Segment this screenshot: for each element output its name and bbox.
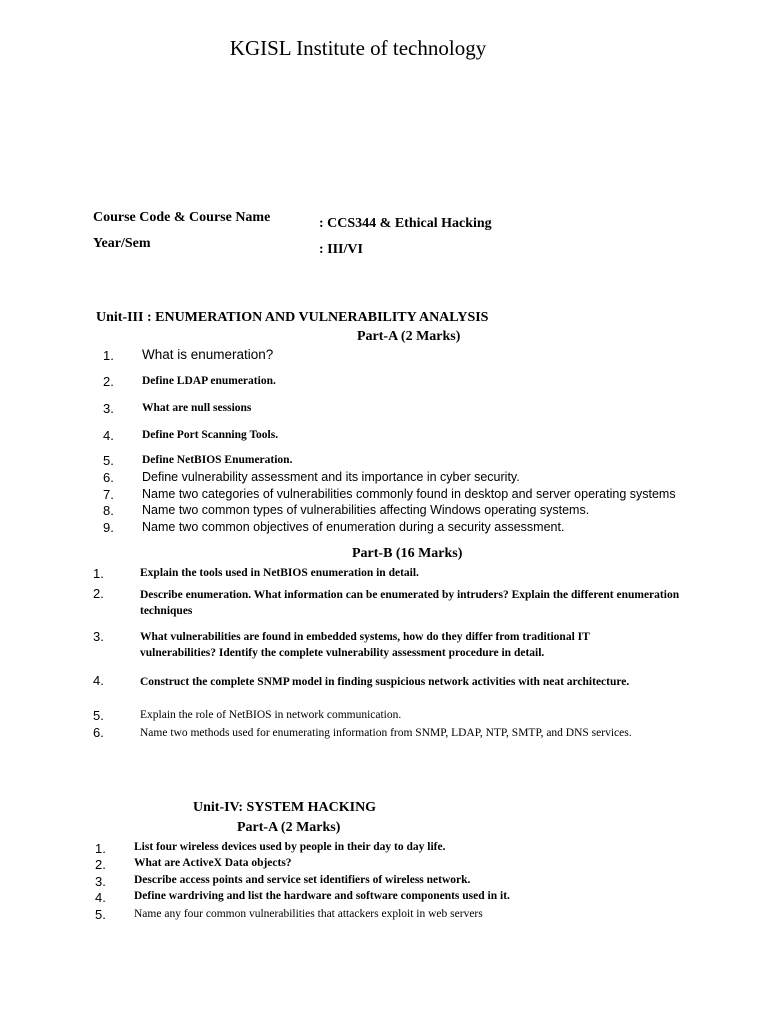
page-title: KGISL Institute of technology [229, 36, 487, 60]
question-text: What is enumeration? [142, 347, 274, 362]
question-text: Name any four common vulnerabilities that attackers exploit in web servers [134, 908, 483, 920]
item-number: 4. [103, 428, 114, 443]
question-text: What vulnerabilities are found in embedded systems, how do they differ from traditional IT vulnerabilities? Identify the complete vulnerability assessment procedure in detail. [140, 631, 590, 659]
question-text: Construct the complete SNMP model in finding suspicious network activities with neat architecture. [140, 676, 630, 688]
unit3-partb-heading: Part-B (16 Marks) [352, 546, 463, 561]
item-number: 5. [103, 453, 114, 468]
item-number: 2. [95, 857, 106, 872]
question-text: Name two common objectives of enumeration during a security assessment. [142, 520, 565, 534]
item-number: 7. [103, 487, 114, 502]
item-number: 3. [103, 401, 114, 416]
item-number: 1. [93, 566, 104, 581]
item-number: 6. [103, 470, 114, 485]
question-text: Name two categories of vulnerabilities commonly found in desktop and server operating systems [142, 487, 676, 501]
year-sem-value: : III/VI [319, 242, 363, 257]
question-text: Explain the tools used in NetBIOS enumeration in detail. [140, 567, 419, 579]
question-text: Define Port Scanning Tools. [142, 429, 279, 441]
question-text: Name two common types of vulnerabilities affecting Windows operating systems. [142, 503, 590, 517]
unit3-parta-heading: Part-A (2 Marks) [357, 329, 461, 344]
item-number: 5. [93, 708, 104, 723]
question-text: Define wardriving and list the hardware and software components used in it. [134, 890, 510, 902]
question-text: What are ActiveX Data objects? [134, 857, 292, 869]
item-number: 5. [95, 907, 106, 922]
question-text: Name two methods used for enumerating information from SNMP, LDAP, NTP, SMTP, and DNS services. [140, 727, 632, 739]
item-number: 1. [103, 348, 114, 363]
question-text: Describe access points and service set identifiers of wireless network. [134, 874, 471, 886]
course-code-value: : CCS344 & Ethical Hacking [319, 216, 492, 231]
item-number: 6. [93, 725, 104, 740]
unit3-heading: Unit-III : ENUMERATION AND VULNERABILITY ANALYSIS [96, 310, 489, 325]
question-text: Define vulnerability assessment and its importance in cyber security. [142, 470, 520, 484]
item-number: 2. [103, 374, 114, 389]
item-number: 1. [95, 841, 106, 856]
item-number: 8. [103, 503, 114, 518]
question-text: Define LDAP enumeration. [142, 375, 276, 387]
course-code-label: Course Code & Course Name [93, 210, 271, 225]
item-number: 4. [95, 890, 106, 905]
year-sem-label: Year/Sem [93, 236, 151, 251]
unit4-parta-heading: Part-A (2 Marks) [237, 820, 341, 835]
unit4-heading: Unit-IV: SYSTEM HACKING [193, 800, 377, 815]
question-text: What are null sessions [142, 402, 252, 414]
question-text: Describe enumeration. What information can be enumerated by intruders? Explain the different enumeration techniques [140, 589, 680, 617]
item-number: 3. [93, 629, 104, 644]
question-text: Define NetBIOS Enumeration. [142, 454, 293, 466]
item-number: 4. [93, 673, 104, 688]
question-text: Explain the role of NetBIOS in network communication. [140, 709, 402, 721]
item-number: 3. [95, 874, 106, 889]
question-text: List four wireless devices used by people in their day to day life. [134, 841, 446, 853]
item-number: 2. [93, 586, 104, 601]
item-number: 9. [103, 520, 114, 535]
